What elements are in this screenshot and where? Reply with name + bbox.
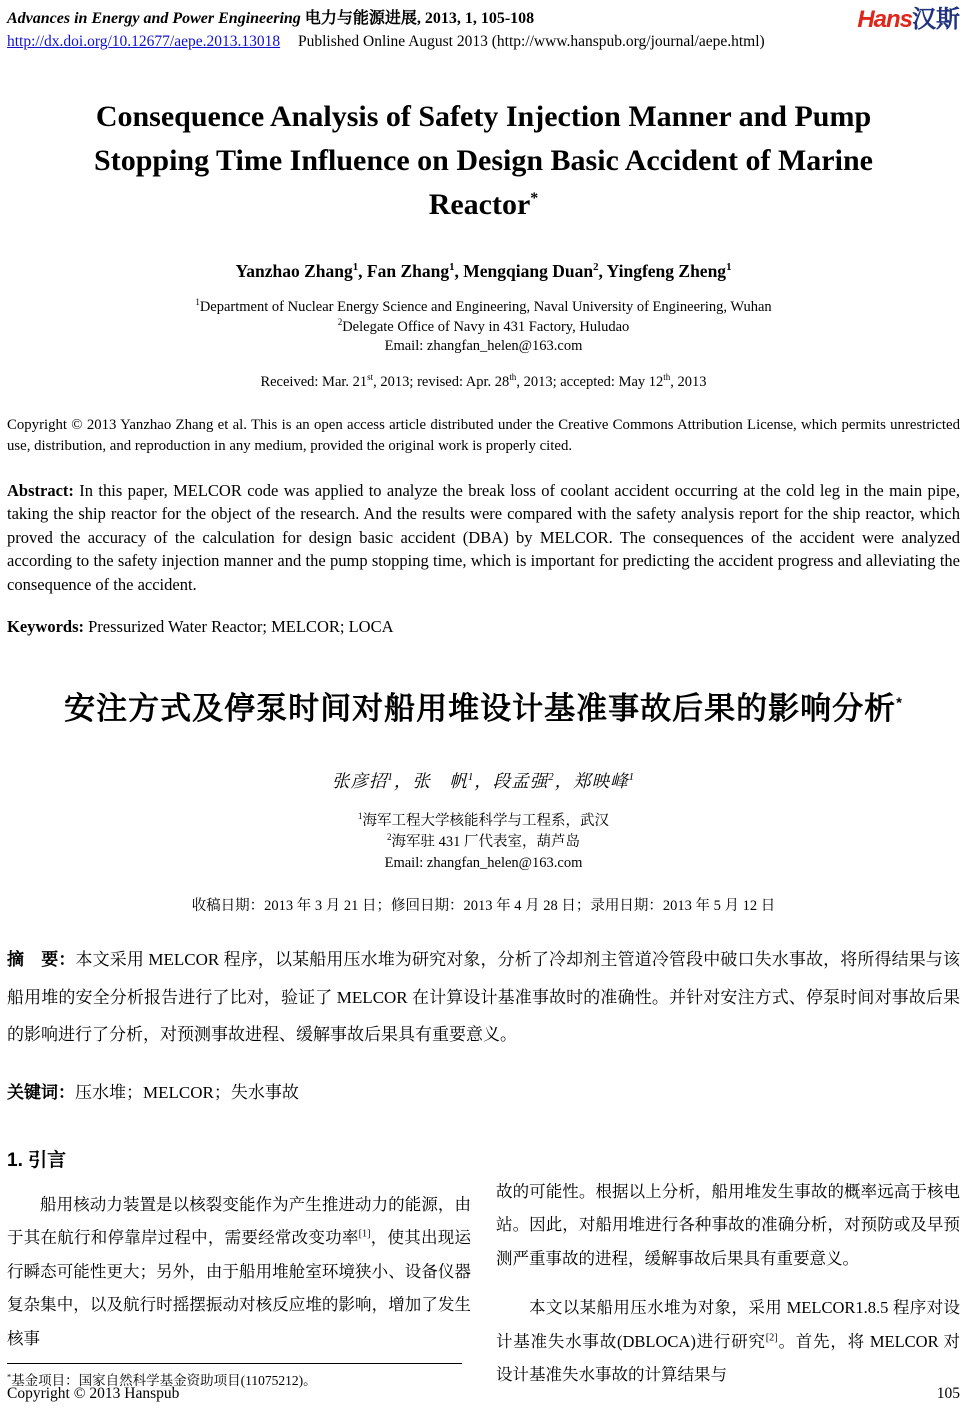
ordinal-sup: th <box>663 371 671 382</box>
accepted-text: , 2013; accepted: May 12 <box>516 373 664 390</box>
journal-name-en: Advances in Energy and Power Engineering <box>7 10 301 27</box>
abstract-zh-label: 摘 要： <box>7 950 76 970</box>
left-column <box>7 1145 471 1392</box>
author-sep: , <box>358 261 367 281</box>
author-sep: ， <box>474 771 493 792</box>
email-en: Email: zhangfan_helen@163.com <box>384 338 583 354</box>
title-footnote-marker: * <box>530 190 539 207</box>
author-zh-3-affil-sup: 2 <box>548 771 555 784</box>
email-zh: Email: zhangfan_helen@163.com <box>384 855 583 872</box>
affiliation-en-1 <box>7 298 960 318</box>
affil-zh-1-sup: 1 <box>358 811 363 822</box>
citation-ref-2: [2] <box>765 1332 778 1344</box>
affiliation-zh-2 <box>7 832 960 853</box>
abstract-zh <box>7 941 960 1054</box>
footer-page-number: 105 <box>936 1385 960 1402</box>
authors-en <box>7 261 960 282</box>
author-zh-1-affil-sup: 1 <box>387 771 394 784</box>
affil-1-text: Department of Nuclear Energy Science and Engineering, Naval University of Engineering, Wuhan <box>199 299 772 315</box>
author-en-2-affil-sup: 1 <box>449 261 455 274</box>
received-dates-en <box>7 371 960 391</box>
author-en-1: Yanzhao Zhang <box>235 261 353 281</box>
doi-line <box>7 31 765 53</box>
abstract-text: In this paper, MELCOR code was applied to analyze the break loss of coolant accident occurring at the cold leg in the main pipe, taking the ship reactor for the object of the research. And the results were compared with the safety analysis report for the ship reactor, which proved the accuracy of the calculation for design basic accident (DBA) by MELCOR. The consequences of the accident were analyzed according to the safety injection manner and the pump stopping time, which is important for predicting the accident progress and alleviating the consequence of the accident. <box>7 480 960 594</box>
author-zh-1: 张彦招 <box>331 771 388 792</box>
hans-logo-text: Hans <box>857 6 912 33</box>
affil-zh-2-text: 海军驻 431 厂代表室，葫芦岛 <box>391 834 580 851</box>
right-column <box>496 1145 960 1392</box>
intro-text: 。首先，将 MELCOR 对设计基准失水事故的计算结果与 <box>496 1331 961 1385</box>
article-title-en <box>7 95 960 227</box>
copyright-notice: Copyright © 2013 Yanzhao Zhang et al. This is an open access article distributed under the Creative Commons Attribution License, which permits unrestricted use, distribution, and reproduction in any medium, provided the original work is properly cited. <box>7 416 960 454</box>
received-dates-zh: 收稿日期：2013 年 3 月 21 日；修回日期：2013 年 4 月 28 日；录用日期：2013 年 5 月 12 日 <box>191 898 776 915</box>
title-line-3: Reactor <box>428 188 531 221</box>
author-en-3-affil-sup: 2 <box>593 261 599 274</box>
footnote-text: 基金项目：国家自然科学基金资助项目(11075212)。 <box>11 1373 317 1389</box>
journal-name-zh: 电力与能源进展, 2013, 1, 105-108 <box>304 10 535 27</box>
journal-header-text <box>7 8 765 53</box>
ordinal-sup: th <box>509 371 517 382</box>
author-en-1-affil-sup: 1 <box>352 261 359 274</box>
intro-paragraph-left <box>7 1188 471 1356</box>
keywords-zh-text: 压水堆；MELCOR；失水事故 <box>75 1082 299 1102</box>
hans-logo-hanzi: 汉斯 <box>912 6 960 33</box>
body-columns <box>7 1145 960 1392</box>
journal-header <box>7 8 960 53</box>
author-en-4: Yingfeng Zheng <box>606 261 727 281</box>
author-sep: ， <box>554 771 574 792</box>
author-sep: , <box>454 261 464 281</box>
affiliations-en <box>7 298 960 357</box>
author-zh-4: 郑映峰 <box>573 771 629 792</box>
affil-zh-2-sup: 2 <box>387 832 392 843</box>
footer-copyright: Copyright © 2013 Hanspub <box>7 1385 180 1402</box>
section-1-heading: 1. 引言 <box>7 1149 67 1171</box>
author-zh-3: 段孟强 <box>492 771 549 792</box>
keywords-zh-label: 关键词： <box>7 1082 75 1102</box>
journal-title-line <box>7 8 765 30</box>
year-text: , 2013 <box>670 373 707 390</box>
ordinal-sup: st <box>367 371 374 382</box>
keywords-en <box>7 617 960 637</box>
affil-2-sup: 2 <box>337 316 343 327</box>
intro-text: 本文以某船用压水堆为对象，采用 MELCOR1.8.5 程序对设计基准失水事故(DBLOCA)进行研究 <box>496 1298 960 1351</box>
affiliation-zh-1 <box>7 811 960 832</box>
intro-paragraph-right-2 <box>496 1291 960 1392</box>
intro-text: 船用核动力装置是以核裂变能作为产生推进动力的能源，由于其在航行和停靠岸过程中，需要经常改变功率 <box>7 1194 471 1248</box>
hans-publisher-logo <box>857 8 960 32</box>
affiliation-en-2 <box>7 318 960 338</box>
keywords-text: Pressurized Water Reactor; MELCOR; LOCA <box>84 617 394 637</box>
title-zh-text: 安注方式及停泵时间对船用堆设计基准事故后果的影响分析 <box>64 691 897 727</box>
citation-ref-1: [1] <box>358 1228 371 1240</box>
author-sep: ， <box>393 771 413 792</box>
intro-text: ，使其出现运行瞬态可能性更大；另外，由于船用堆舱室环境狭小、设备仪器复杂集中，以及航行时摇摆振动对核反应堆的影响，增加了发生核事 <box>7 1228 472 1348</box>
affil-2-text: Delegate Office of Navy in 431 Factory, Huludao <box>342 318 630 335</box>
author-en-4-affil-sup: 1 <box>726 261 732 274</box>
article-title-zh <box>7 683 960 728</box>
intro-paragraph-right-1: 故的可能性。根据以上分析，船用堆发生事故的概率远高于核电站。因此，对船用堆进行各种事故的准确分析，对预防或及早预测严重事故的进程，缓解事故后果具有重要意义。 <box>496 1181 960 1268</box>
abstract-label: Abstract: <box>7 480 74 500</box>
affiliations-zh <box>7 811 960 874</box>
authors-zh <box>7 768 960 793</box>
published-online-text: Published Online August 2013 (http://www.hanspub.org/journal/aepe.html) <box>297 33 765 50</box>
keywords-zh <box>7 1078 960 1103</box>
author-zh-4-affil-sup: 1 <box>628 771 636 784</box>
title-line-2: Stopping Time Influence on Design Basic Accident of Marine <box>94 144 873 177</box>
author-zh-2: 张 帆 <box>412 771 468 792</box>
title-line-1: Consequence Analysis of Safety Injection Manner and Pump <box>95 100 872 133</box>
author-en-3: Mengqiang Duan <box>463 261 594 281</box>
affil-zh-1-text: 海军工程大学核能科学与工程系，武汉 <box>362 813 609 830</box>
keywords-label: Keywords: <box>7 617 84 637</box>
abstract-zh-text: 本文采用 MELCOR 程序，以某船用压水堆为研究对象，分析了冷却剂主管道冷管段中破口失水事故，将所得结果与该船用堆的安全分析报告进行了比对，验证了 MELCOR 在计算设计基准事故时的准确性。并针对安注方式、停泵时间对事故后果的影响进行了分析，对预测事故进程、缓解事故后果具有重要意义。 <box>7 950 960 1045</box>
abstract-en <box>7 479 960 597</box>
page-footer <box>7 1385 960 1403</box>
author-en-2: Fan Zhang <box>366 261 450 281</box>
title-zh-footnote-marker: * <box>896 695 903 713</box>
author-zh-2-affil-sup: 1 <box>467 771 475 784</box>
doi-link[interactable]: http://dx.doi.org/10.12677/aepe.2013.13018 <box>7 33 281 50</box>
footnote-marker: * <box>7 1372 12 1382</box>
author-sep: , <box>598 261 607 281</box>
received-text: Received: Mar. 21 <box>260 373 368 390</box>
revised-text: , 2013; revised: Apr. 28 <box>373 373 510 390</box>
affil-1-sup: 1 <box>195 297 200 308</box>
